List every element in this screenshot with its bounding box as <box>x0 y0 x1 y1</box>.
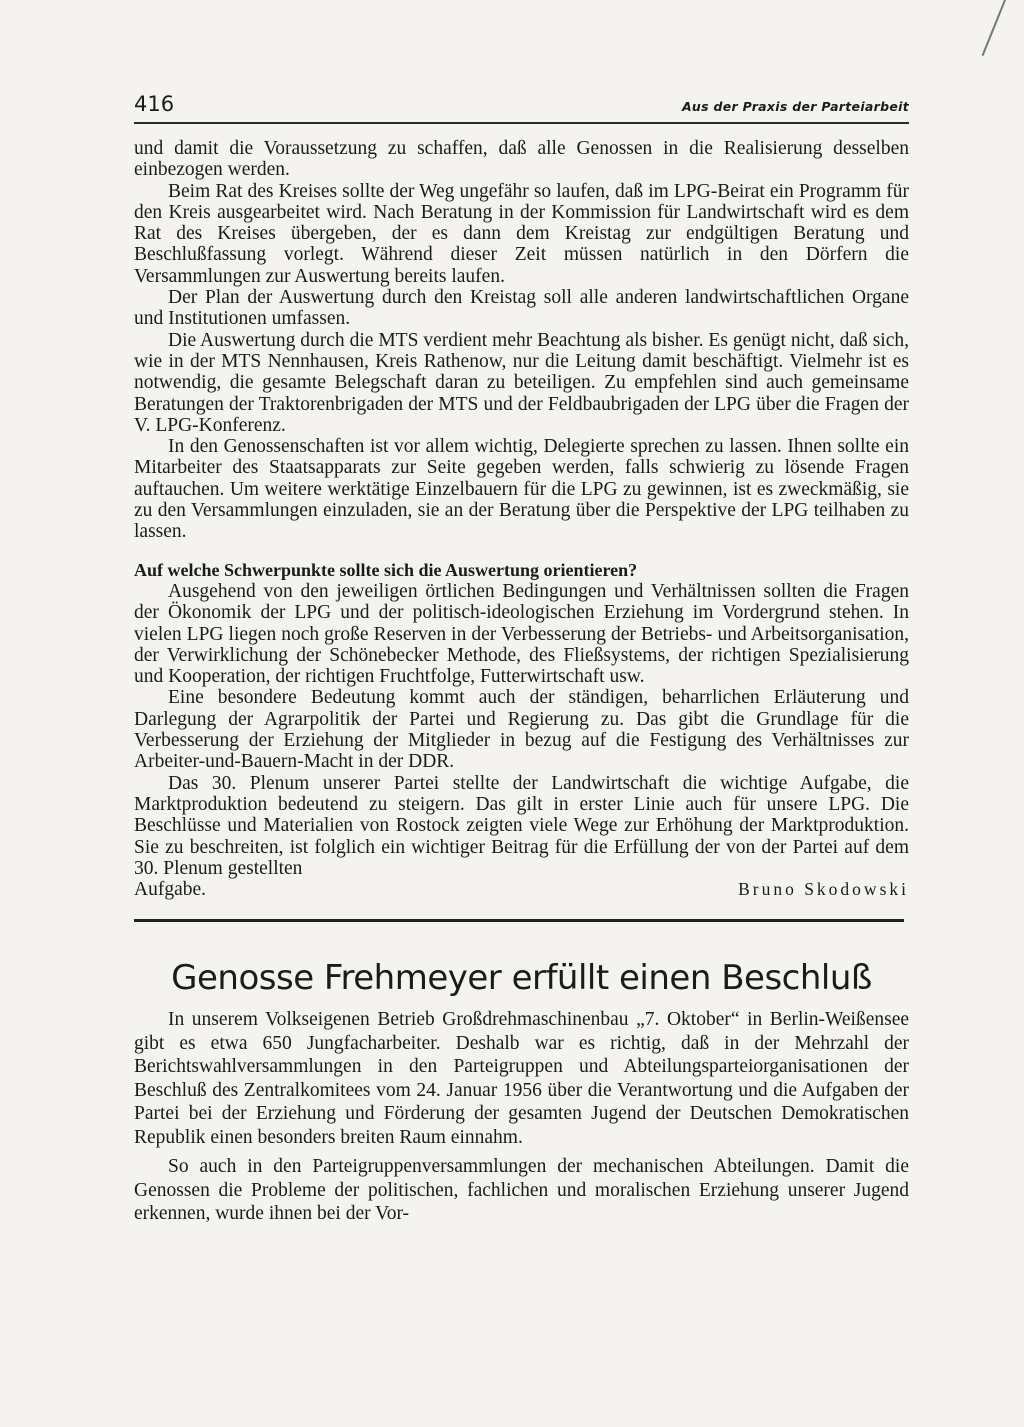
paragraph: Ausgehend von den jeweiligen örtlichen Bedingungen und Verhältnissen sollten die Fragen der Ökonomik der LPG und der politisch-ideologischen Erziehung im Vordergrund stehen. In vielen LPG liegen noch große Reserven in der Verbesserung der Betriebs- und Arbeitsorganisation, der Verwirklichung der Schönebecker Methode, des Fließsystems, der richtigen Spezialisierung und Kooperation, der richtigen Fruchtfolge, Futterwirtschaft usw. <box>134 580 909 688</box>
article-2-body <box>134 1008 909 1226</box>
author-signature: Bruno Skodowski <box>738 879 909 900</box>
running-head: Aus der Praxis der Parteiarbeit <box>681 99 909 114</box>
document-page <box>134 92 909 1226</box>
article-1-body <box>134 138 909 900</box>
paragraph: Eine besondere Bedeutung kommt auch der ständigen, beharrlichen Erläuterung und Darlegung der Agrarpolitik der Partei und Regierung zu. Das gibt die Grundlage für die Verbesserung der Erziehung der Mitglieder in bezug auf die Festigung des Verhältnisses zur Arbeiter-und-Bauern-Macht in der DDR. <box>134 687 909 773</box>
paragraph: In den Genossenschaften ist vor allem wichtig, Delegierte sprechen zu lassen. Ihnen sollte ein Mitarbeiter des Staatsapparats zur Seite gegeben werden, falls schwierig zu lösende Fragen auftauchen. Um weitere werktätige Einzelbauern für die LPG zu gewinnen, ist es zweckmäßig, sie zu den Versammlungen einzuladen, sie an der Beratung über die Perspektive der LPG teilhaben zu lassen. <box>134 436 909 543</box>
page-header <box>134 92 909 124</box>
closing-word: Aufgabe. <box>134 879 207 901</box>
page-number: 416 <box>134 92 175 116</box>
section-divider <box>134 919 904 922</box>
paragraph: Beim Rat des Kreises sollte der Weg ungefähr so laufen, daß im LPG-Beirat ein Programm für den Kreis ausgearbeitet wird. Nach Beratung in der Kommission für Landwirtschaft wird es dem Rat des Kreises übergeben, der es dann dem Kreistag zur endgültigen Beratung und Beschlußfassung vorlegt. Während dieser Zeit müssen natürlich in den Dörfern die Versammlungen zur Auswertung bereits laufen. <box>134 180 909 287</box>
section-subheading: Auf welche Schwerpunkte sollte sich die Auswertung orientieren? <box>134 559 638 580</box>
paragraph: Das 30. Plenum unserer Partei stellte der Landwirtschaft die wichtige Aufgabe, die Marktproduktion bedeutend zu steigern. Das gilt in erster Linie auch für unsere LPG. Die Beschlüsse und Materialien von Rostock zeigten viele Wege zur Erhöhung der Marktproduktion. Sie zu beschreiten, ist folglich ein wichtiger Beitrag für die Erfüllung der von der Partei auf dem 30. Plenum gestellten <box>134 772 909 879</box>
paragraph: In unserem Volkseigenen Betrieb Großdrehmaschinenbau „7. Oktober“ in Berlin-Weißensee gibt es etwa 650 Jungfacharbeiter. Deshalb war es richtig, daß in der Mehrzahl der Berichtswahlversammlungen in den Parteigruppen und Abteilungsparteiorganisationen der Beschluß des Zentralkomitees vom 24. Januar 1956 über die Verantwortung und die Aufgaben der Partei bei der Erziehung und Förderung der gesamten Jugend der Deutschen Demokratischen Republik einen besonders breiten Raum einnahm. <box>134 1009 909 1148</box>
article-2-title: Genosse Frehmeyer erfüllt einen Beschluß <box>171 958 872 999</box>
paragraph: Der Plan der Auswertung durch den Kreistag soll alle anderen landwirtschaftlichen Organe und Institutionen umfassen. <box>134 287 909 330</box>
paragraph: Die Auswertung durch die MTS verdient mehr Beachtung als bisher. Es genügt nicht, daß sich, wie in der MTS Nennhausen, Kreis Rathenow, nur die Leitung damit beschäftigt. Vielmehr ist es notwendig, die gesamte Belegschaft daran zu beteiligen. Zu empfehlen sind auch gemeinsame Beratungen der Traktorenbrigaden der MTS und der Feldbaubrigaden der LPG über die Fragen der V. LPG-Konferenz. <box>134 329 909 436</box>
paragraph: So auch in den Parteigruppenversammlungen der mechanischen Abteilungen. Damit die Genossen die Probleme der politischen, fachlichen und moralischen Erziehung unserer Jugend erkennen, wurde ihnen bei der Vor- <box>134 1156 909 1225</box>
signature-line <box>134 879 909 900</box>
paragraph: und damit die Voraussetzung zu schaffen, daß alle Genossen in die Realisierung desselben einbezogen werden. <box>134 138 909 181</box>
section-gap <box>134 543 909 560</box>
margin-pencil-mark <box>982 0 1006 56</box>
